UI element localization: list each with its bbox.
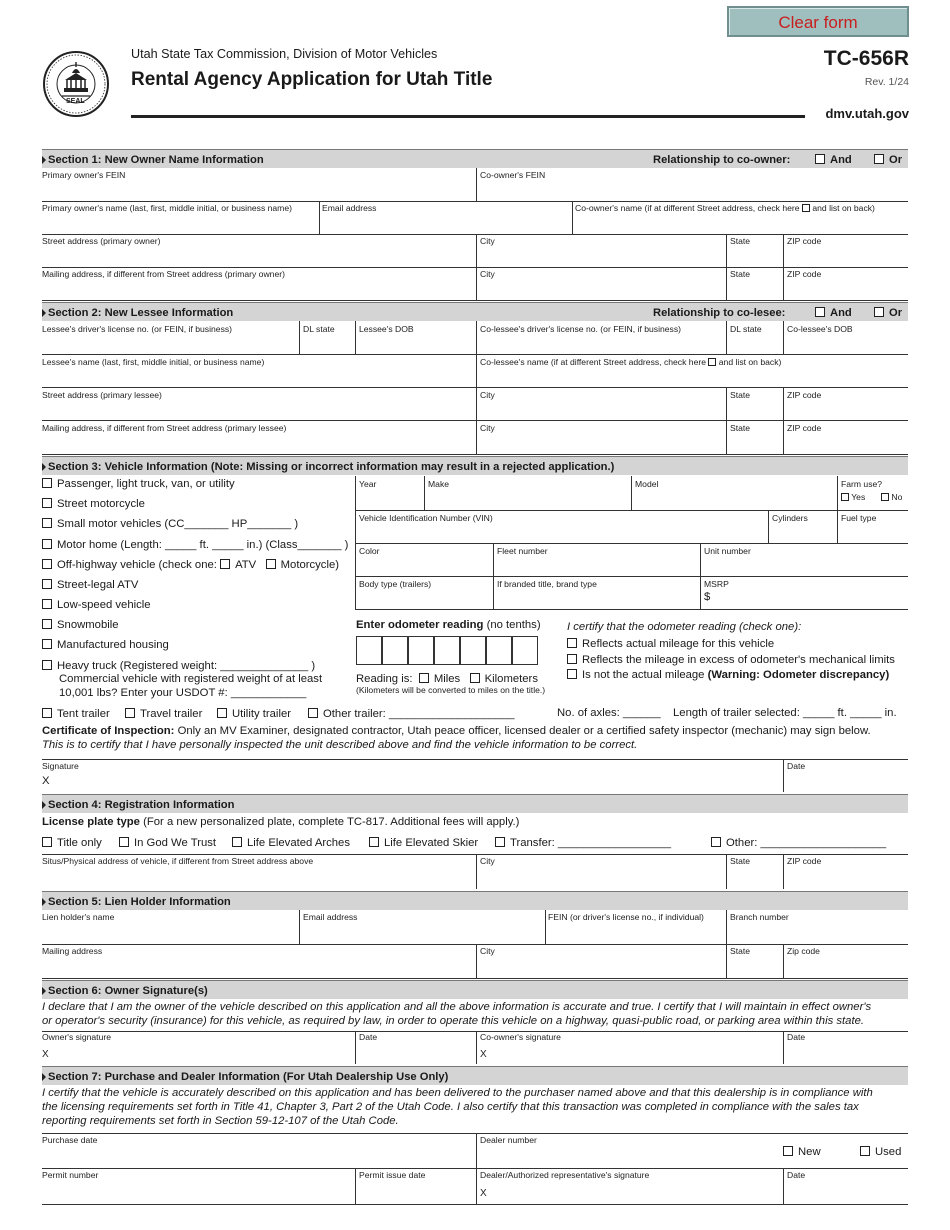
plate-label: Life Elevated Arches [247,837,350,849]
type-label: Passenger, light truck, van, or utility [57,478,235,490]
inspection-statement: This is to certify that I have personally inspected the unit described above and find the vehicle information to be correct. [42,739,638,751]
rule [42,300,908,301]
atv-checkbox[interactable] [220,559,230,569]
atv-label: ATV [235,559,257,571]
section-3-title: Section 3: Vehicle Information (Note: Missing or incorrect information may result in a rejected application.) [48,461,615,473]
divider [299,321,300,354]
owner-sign-date-field[interactable]: Date [359,1032,378,1042]
signature-x: X [42,775,50,787]
section-2-title: Section 2: New Lessee Information [48,307,234,319]
divider [631,476,632,510]
reading-label: Reading is: [356,673,413,685]
cert-actual[interactable] [567,638,774,650]
lienholder-zip-field[interactable]: Zip code [787,946,820,956]
divider [837,476,838,543]
plate-type-label [42,817,519,828]
type-heavy-truck[interactable] [42,660,315,672]
inspection-title: Certificate of Inspection: [42,725,175,737]
odometer-note: (no tenths) [486,619,541,631]
section-1-header [42,149,908,168]
divider [572,201,573,234]
type-label: Snowmobile [57,619,119,631]
type-off-highway[interactable] [42,559,339,571]
dealer-signature-x: X [480,1188,487,1199]
rule [42,454,908,455]
colessee-name-field[interactable] [480,358,781,367]
divider [726,387,727,454]
divider [545,910,546,944]
plate-label: Other: ____________________ [726,837,887,849]
fuel-field[interactable]: Fuel type [841,513,877,523]
colessee-dob-field[interactable]: Co-lessee's DOB [787,324,853,334]
purchase-date-field[interactable]: Purchase date [42,1135,98,1145]
trailer-label: Utility trailer [232,708,291,720]
rule [42,387,908,388]
rule [42,201,908,202]
clear-form-label: Clear form [778,13,858,32]
revision: Rev. 1/24 [864,76,909,88]
section-2-header [42,302,908,321]
trailer-label: Travel trailer [140,708,203,720]
divider [355,476,356,609]
co-lessee-or[interactable] [874,307,902,319]
situs-field[interactable]: Situs/Physical address of vehicle, if different from Street address above [42,856,314,866]
divider [783,759,784,792]
primary-fein-field[interactable]: Primary owner's FEIN [42,170,126,180]
rule [42,267,908,268]
miles-checkbox[interactable] [419,673,429,683]
trailer-tent[interactable] [42,708,110,720]
fleet-field[interactable]: Fleet number [497,546,548,556]
divider [783,944,784,978]
inspection-certificate [42,726,871,737]
cert-not-actual[interactable] [567,669,889,681]
lienholder-email-field[interactable]: Email address [303,912,358,922]
trailer-travel[interactable] [125,708,202,720]
brand-field[interactable]: If branded title, brand type [497,579,597,589]
type-label: Heavy truck (Registered weight: ______________ ) [57,660,316,672]
plate-type-title: License plate type [42,816,140,828]
plate-skier[interactable] [369,837,478,849]
section-1-title: Section 1: New Owner Name Information [48,154,264,166]
odometer-title: Enter odometer reading [356,619,484,631]
divider [783,234,784,300]
motorcycle-label: Motorcycle) [280,559,340,571]
divider [726,321,727,354]
divider [726,854,727,889]
section-4-header [42,794,908,813]
colessee-name-label: Co-lessee's name (if at different Street address, check here [480,357,706,367]
coowner-fein-field[interactable]: Co-owner's FEIN [480,170,546,180]
zip-field[interactable]: ZIP code [787,236,822,246]
owner-signature-field[interactable]: Owner's signature [42,1032,111,1042]
website: dmv.utah.gov [825,106,909,121]
type-label: Street motorcycle [57,498,145,510]
lienholder-name-field[interactable]: Lien holder's name [42,912,115,922]
rule [355,510,908,511]
coowner-name-label: Co-owner's name (if at different Street address, check here [575,203,800,213]
motorcycle-checkbox[interactable] [266,559,276,569]
clear-form-button[interactable] [727,6,909,37]
section-5-header [42,891,908,910]
section-6-title: Section 6: Owner Signature(s) [48,985,208,997]
farm-yes[interactable] [841,493,865,502]
divider [476,234,477,300]
trailer-label: Other trailer: ____________________ [323,708,515,720]
coowner-signature-field[interactable]: Co-owner's signature [480,1032,561,1042]
type-label: Low-speed vehicle [57,599,151,611]
street-field[interactable]: Street address (primary owner) [42,236,161,246]
lessee-zip-field[interactable]: ZIP code [787,390,822,400]
rule [42,759,908,760]
divider [783,1168,784,1204]
owner-declaration-1: I declare that I am the owner of the vehicle described on this application and all the above information is accurate and true. I certify that I will maintain in effect owner's [42,1001,872,1013]
used-checkbox[interactable] [860,1146,901,1158]
mailing-zip-field[interactable]: ZIP code [787,269,822,279]
co-lessee-and[interactable] [815,307,852,319]
type-small-motor[interactable] [42,518,298,530]
section-7-header [42,1066,908,1085]
section-3-header [42,456,908,475]
coowner-address-checkbox[interactable] [802,204,810,212]
plate-label: Transfer: __________________ [510,837,672,849]
primary-name-field[interactable]: Primary owner's name (last, first, middle initial, or business name) [42,203,292,213]
type-manufactured[interactable] [42,639,169,651]
year-field[interactable]: Year [359,479,377,489]
odometer-digit[interactable] [512,636,538,665]
lessee-mailing-state-field[interactable]: State [730,423,751,433]
co-lessee-relationship-label: Relationship to co-lesee: [653,307,786,319]
plate-arches[interactable] [232,837,350,849]
and-label: And [830,154,852,166]
city-field[interactable]: City [480,236,495,246]
rule [355,609,908,610]
plate-label: Life Elevated Skier [384,837,479,849]
trailer-label: Tent trailer [57,708,110,720]
divider [476,1133,477,1204]
cert-warning: (Warning: Odometer discrepancy) [707,669,890,681]
type-label: Small motor vehicles (CC_______ HP_______ ) [57,518,299,530]
divider [783,387,784,454]
type-label: Off-highway vehicle (check one: [57,559,217,571]
divider [783,1031,784,1064]
rule [42,1133,908,1134]
color-field[interactable]: Color [359,546,380,556]
lessee-dl-field[interactable]: Lessee's driver's license no. (or FEIN, if business) [42,324,233,334]
type-label: Street-legal ATV [57,579,139,591]
odometer-digit[interactable] [486,636,512,665]
odometer-digit[interactable] [408,636,434,665]
section-4-title: Section 4: Registration Information [48,799,235,811]
rule [42,1168,908,1169]
type-street-motorcycle[interactable] [42,498,145,510]
divider [493,543,494,609]
type-label: Manufactured housing [57,639,169,651]
rule [42,978,908,979]
divider [726,234,727,300]
co-owner-relationship-label: Relationship to co-owner: [653,154,791,166]
odometer-label [356,620,541,631]
cylinders-field[interactable]: Cylinders [772,513,808,523]
situs-state-field[interactable]: State [730,856,751,866]
plate-god-we-trust[interactable] [119,837,216,849]
plate-other[interactable] [711,837,886,849]
divider [476,944,477,978]
odometer-digit[interactable] [460,636,486,665]
owner-signature-x: X [42,1049,49,1060]
colessee-address-checkbox[interactable] [708,358,716,366]
divider [476,168,477,201]
divider [476,1031,477,1064]
lessee-mailing-zip-field[interactable]: ZIP code [787,423,822,433]
lessee-state-field[interactable]: State [730,390,751,400]
section-6-header [42,980,908,999]
type-passenger[interactable] [42,478,235,490]
rule [42,234,908,235]
inspection-date-field[interactable]: Date [787,761,806,771]
odometer-digit[interactable] [434,636,460,665]
new-label: New [798,1146,821,1158]
make-field[interactable]: Make [428,479,450,489]
dealer-cert-3: reporting requirements set forth in Section 59-12-107 of the Utah Code. [42,1115,399,1127]
mailing-city-field[interactable]: City [480,269,495,279]
co-owner-and[interactable] [815,154,852,166]
mailing-field[interactable]: Mailing address, if different from Street address (primary owner) [42,269,285,279]
trailer-other[interactable] [308,708,515,720]
rule [42,420,908,421]
km-label: Kilometers [484,673,538,685]
seal-text: SEAL [66,98,85,105]
cert-label: Reflects the mileage in excess of odometer's mechanical limits [582,654,895,666]
or-label: Or [889,307,903,319]
lienholder-fein-field[interactable]: FEIN (or driver's license no., if individual) [548,912,704,922]
situs-city-field[interactable]: City [480,856,495,866]
dealer-cert-2: the licensing requirements set forth in Title 41, Chapter 3, Part 2 of the Utah Code. I also certify that this transaction was completed in compliance with the sales tax [42,1101,859,1113]
inspection-text: Only an MV Examiner, designated contractor, Utah peace officer, licensed dealer or a certified safety inspector (mechanic) may sign below. [177,725,871,737]
owner-declaration-2: or operator's security (insurance) for this vehicle, as required by law, in order to operate this vehicle on a highway, quasi-public road, or parking area within this state. [42,1015,865,1027]
no-label: No [891,492,903,502]
odometer-digit[interactable] [382,636,408,665]
plate-title-only[interactable] [42,837,102,849]
and-label: And [830,307,852,319]
plate-transfer[interactable] [495,837,671,849]
divider [299,910,300,944]
divider [476,854,477,889]
rule [42,1204,908,1205]
colessee-name-label-b: and list on back) [718,357,782,367]
lessee-mailing-field[interactable]: Mailing address, if different from Street address (primary lessee) [42,423,287,433]
divider [355,1031,356,1064]
inspector-signature-field[interactable]: Signature [42,761,79,771]
axles-field[interactable]: No. of axles: ______ [557,707,661,719]
state-seal [42,50,110,118]
plate-label: Title only [57,837,102,849]
email-field[interactable]: Email address [322,203,377,213]
type-low-speed[interactable] [42,599,151,611]
trailer-length-field[interactable]: Length of trailer selected: _____ ft. _____ in. [673,707,897,719]
divider [700,543,701,609]
divider [783,854,784,889]
type-label: Motor home (Length: _____ ft. _____ in.) (Class_______ ) [57,539,349,551]
farm-no[interactable] [881,493,902,502]
lienholder-city-field[interactable]: City [480,946,495,956]
coowner-name-field[interactable] [575,204,875,213]
lessee-dl-state-field[interactable]: DL state [303,324,335,334]
cert-excess[interactable] [567,654,895,666]
usdot-field[interactable]: 10,001 lbs? Enter your USDOT #: ____________ [59,687,307,699]
used-label: Used [875,1146,902,1158]
dealer-number-field[interactable]: Dealer number [480,1135,537,1145]
type-motor-home[interactable] [42,539,348,551]
odometer-certify: I certify that the odometer reading (check one): [567,621,802,633]
lienholder-mailing-field[interactable]: Mailing address [42,946,103,956]
msrp-dollar: $ [704,591,711,603]
new-checkbox[interactable] [783,1146,821,1158]
reading-is [356,673,538,685]
odometer-digit[interactable] [356,636,382,665]
coowner-name-label-b: and list on back) [812,203,875,213]
lessee-name-field[interactable]: Lessee's name (last, first, middle initial, or business name) [42,357,265,367]
dealer-sign-date-field[interactable]: Date [787,1170,806,1180]
type-snowmobile[interactable] [42,619,119,631]
body-field[interactable]: Body type (trailers) [359,579,432,589]
permit-number-field[interactable]: Permit number [42,1170,99,1180]
divider [424,476,425,510]
rule [42,354,908,355]
page-title: Rental Agency Application for Utah Title [131,69,493,90]
plate-type-note: (For a new personalized plate, complete TC-817. Additional fees will apply.) [143,816,520,828]
mailing-state-field[interactable]: State [730,269,751,279]
divider [783,321,784,354]
msrp-field[interactable]: MSRP [704,579,729,589]
km-checkbox[interactable] [470,673,480,683]
yes-label: Yes [851,492,866,502]
divider [768,510,769,543]
type-street-atv[interactable] [42,579,138,591]
coowner-signature-x: X [480,1049,487,1060]
title-rule [131,115,805,118]
state-field[interactable]: State [730,236,751,246]
divider [476,321,477,454]
colessee-dl-field[interactable]: Co-lessee's driver's license no. (or FEIN, if business) [480,324,682,334]
section-5-title: Section 5: Lien Holder Information [48,896,231,908]
form-number: TC-656R [823,47,909,70]
rule [355,543,908,544]
model-field[interactable]: Model [635,479,659,489]
heavy-truck-note: Commercial vehicle with registered weight of at least [59,673,323,685]
divider [355,321,356,354]
divider [726,910,727,978]
lessee-city-field[interactable]: City [480,390,495,400]
cert-label: Is not the actual mileage [582,669,705,681]
km-note: (Kilometers will be converted to miles on the title.) [356,685,546,695]
lienholder-state-field[interactable]: State [730,946,751,956]
lessee-street-field[interactable]: Street address (primary lessee) [42,390,162,400]
permit-date-field[interactable]: Permit issue date [359,1170,426,1180]
farm-use-label: Farm use? [841,479,883,489]
divider [319,201,320,234]
unit-field[interactable]: Unit number [704,546,751,556]
colessee-dl-state-field[interactable]: DL state [730,324,762,334]
branch-number-field[interactable]: Branch number [730,912,789,922]
rule [42,1031,908,1032]
miles-label: Miles [433,673,461,685]
section-7-title: Section 7: Purchase and Dealer Information (For Utah Dealership Use Only) [48,1071,449,1083]
dealer-cert-1: I certify that the vehicle is accurately described on this application and has been delivered to the purchaser named above and that this dealership is in compliance with [42,1087,873,1099]
vin-field[interactable]: Vehicle Identification Number (VIN) [359,513,493,523]
coowner-sign-date-field[interactable]: Date [787,1032,806,1042]
lessee-dob-field[interactable]: Lessee's DOB [359,324,414,334]
rule [42,854,908,855]
lessee-mailing-city-field[interactable]: City [480,423,495,433]
agency-name: Utah State Tax Commission, Division of Motor Vehicles [131,47,438,61]
rule [42,944,908,945]
or-label: Or [889,154,903,166]
situs-zip-field[interactable]: ZIP code [787,856,822,866]
co-owner-or[interactable] [874,154,902,166]
rule [355,576,908,577]
dealer-signature-field[interactable]: Dealer/Authorized representative's signature [480,1170,650,1180]
plate-label: In God We Trust [134,837,217,849]
cert-label: Reflects actual mileage for this vehicle [582,638,775,650]
divider [355,1168,356,1204]
trailer-utility[interactable] [217,708,291,720]
